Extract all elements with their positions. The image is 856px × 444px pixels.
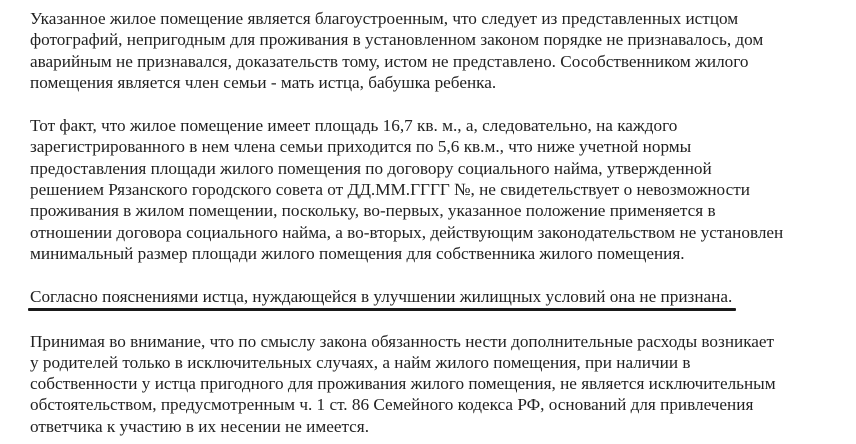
text-line: помещения является член семьи - мать истца, бабушка ребенка.: [30, 72, 497, 92]
text-line: минимальный размер площади жилого помещения для собственника жилого помещения.: [30, 243, 685, 263]
text-line: ответчика к участию в их несении не имеется.: [30, 416, 370, 436]
text-line: отношении договора социального найма, а во-вторых, действующим законодательством не установлен: [30, 222, 784, 242]
text-line: у родителей только в исключительных случаях, а найм жилого помещения, при наличии в: [30, 352, 691, 372]
paragraph-living-area: [30, 115, 830, 264]
underlined-statement: [30, 286, 732, 307]
underline-mark: [28, 308, 736, 311]
text-line: Согласно пояснениями истца, нуждающейся в улучшении жилищных условий она не признана.: [30, 287, 733, 307]
text-line: фотографий, непригодным для проживания в установленном законом порядке не признавалось, дом: [30, 30, 764, 50]
text-line: аварийным не признавался, доказательств тому, истом не представлено. Сособственником жилого: [30, 51, 749, 71]
paragraph-gap: [30, 93, 830, 115]
text-line: собственности у истца пригодного для проживания жилого помещения, не является исключительным: [30, 374, 776, 394]
text-line: Принимая во внимание, что по смыслу закона обязанность нести дополнительные расходы возникает: [30, 331, 775, 351]
text-line: зарегистрированного в нем члена семьи приходится по 5,6 кв.м., что ниже учетной нормы: [30, 137, 692, 157]
text-line: обстоятельством, предусмотренным ч. 1 ст. 86 Семейного кодекса РФ, оснований для привлечения: [30, 395, 754, 415]
paragraph-conclusion: [30, 331, 830, 437]
paragraph-housing-condition: [30, 8, 830, 93]
paragraph-gap: [30, 308, 830, 331]
paragraph-highlighted-statement: [30, 286, 830, 307]
text-line: решением Рязанского городского совета от ДД.ММ.ГГГГ №, не свидетельствует о невозможности: [30, 180, 750, 200]
paragraph-gap: [30, 264, 830, 286]
text-line: проживания в жилом помещении, поскольку, во-первых, указанное положение применяется в: [30, 201, 716, 221]
text-line: Тот факт, что жилое помещение имеет площадь 16,7 кв. м., а, следовательно, на каждого: [30, 116, 678, 136]
text-line: предоставления площади жилого помещения по договору социального найма, утвержденной: [30, 158, 712, 178]
text-line: Указанное жилое помещение является благоустроенным, что следует из представленных истцом: [30, 9, 739, 28]
document-body: [30, 8, 830, 437]
